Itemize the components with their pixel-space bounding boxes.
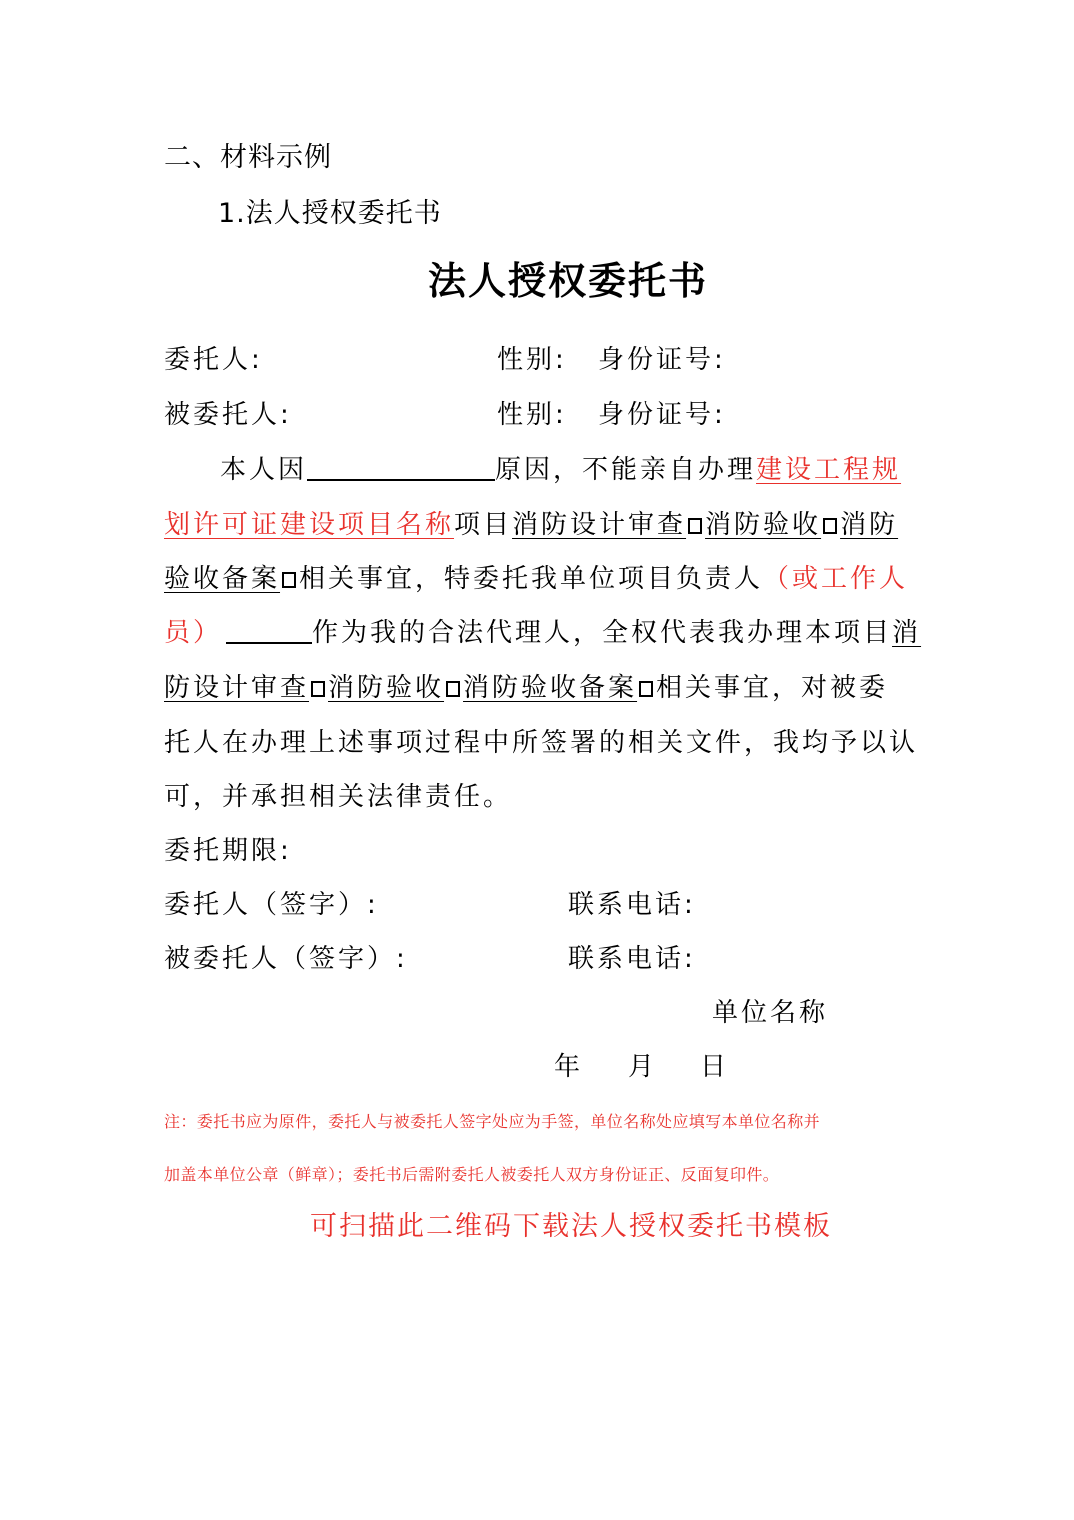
body-text: 相关事宜，特委托我单位项目负责人 xyxy=(299,564,764,594)
body-line-3 xyxy=(164,566,908,592)
body-text: 作为我的合法代理人，全权代表我办理本项目 xyxy=(312,618,893,648)
checkbox-fire-design-review[interactable] xyxy=(688,518,702,534)
body-line-6: 托人在办理上述事项过程中所签署的相关文件，我均予以认 xyxy=(164,728,919,758)
principal-signature-label: 委托人（签字）: xyxy=(164,890,379,920)
option-fire-acceptance-record-end: 验收备案 xyxy=(164,564,281,594)
option-fire-acceptance-record-start: 消防 xyxy=(840,510,899,540)
body-text: 相关事宜，对被委 xyxy=(656,673,889,703)
checkbox-fire-acceptance-record[interactable] xyxy=(282,572,296,588)
agent-signature-label: 被委托人（签字）: xyxy=(164,944,408,974)
checkbox-fire-acceptance-record-2[interactable] xyxy=(639,681,653,697)
agent-name-blank xyxy=(226,620,312,644)
term-label: 委托期限: xyxy=(164,836,292,866)
body-line-2 xyxy=(164,512,898,538)
option-fire-design-review-2: 防设计审查 xyxy=(164,673,310,703)
checkbox-fire-acceptance-2[interactable] xyxy=(446,681,460,697)
principal-id-label: 身份证号: xyxy=(598,345,726,375)
qr-download-text: 可扫描此二维码下载法人授权委托书模板 xyxy=(310,1211,832,1242)
item-heading: 1.法人授权委托书 xyxy=(218,198,442,229)
principal-gender-label: 性别: xyxy=(497,345,567,375)
unit-name-label: 单位名称 xyxy=(712,998,829,1028)
body-line-7: 可，并承担相关法律责任。 xyxy=(164,782,513,812)
option-fire-acceptance: 消防验收 xyxy=(705,510,822,540)
body-line-4 xyxy=(164,620,921,646)
principal-phone-label: 联系电话: xyxy=(568,890,696,920)
permit-placeholder: 建设工程规 xyxy=(756,455,902,485)
agent-phone-label: 联系电话: xyxy=(568,944,696,974)
staff-note-end: 员） xyxy=(164,618,223,648)
body-line-1 xyxy=(220,457,901,483)
date-month: 月 xyxy=(628,1052,658,1082)
staff-note: （或工作人 xyxy=(763,564,909,594)
body-line-5 xyxy=(164,675,888,701)
checkbox-fire-design-review-2[interactable] xyxy=(311,681,325,697)
reason-blank xyxy=(307,457,495,481)
agent-gender-label: 性别: xyxy=(497,400,567,430)
note-line-1: 注：委托书应为原件，委托人与被委托人签字处应为手签，单位名称处应填写本单位名称并 xyxy=(164,1112,821,1131)
body-text: 项目 xyxy=(454,510,513,540)
option-fire-design-review: 消防设计审查 xyxy=(512,510,687,540)
option-fire-acceptance-2: 消防验收 xyxy=(328,673,445,703)
project-name-placeholder: 划许可证建设项目名称 xyxy=(164,510,455,540)
section-heading: 二、材料示例 xyxy=(164,142,332,173)
body-text: 原因，不能亲自办理 xyxy=(495,455,757,485)
agent-id-label: 身份证号: xyxy=(598,400,726,430)
date-year: 年 xyxy=(554,1052,584,1082)
note-line-2: 加盖本单位公章（鲜章）；委托书后需附委托人被委托人双方身份证正、反面复印件。 xyxy=(164,1165,780,1184)
option-text: 消 xyxy=(892,618,922,648)
checkbox-fire-acceptance[interactable] xyxy=(823,518,837,534)
date-day: 日 xyxy=(700,1052,730,1082)
principal-label: 委托人: xyxy=(164,345,263,375)
option-fire-acceptance-record-2: 消防验收备案 xyxy=(463,673,638,703)
body-text: 本人因 xyxy=(220,455,308,485)
document-title: 法人授权委托书 xyxy=(428,258,709,303)
agent-label: 被委托人: xyxy=(164,400,292,430)
